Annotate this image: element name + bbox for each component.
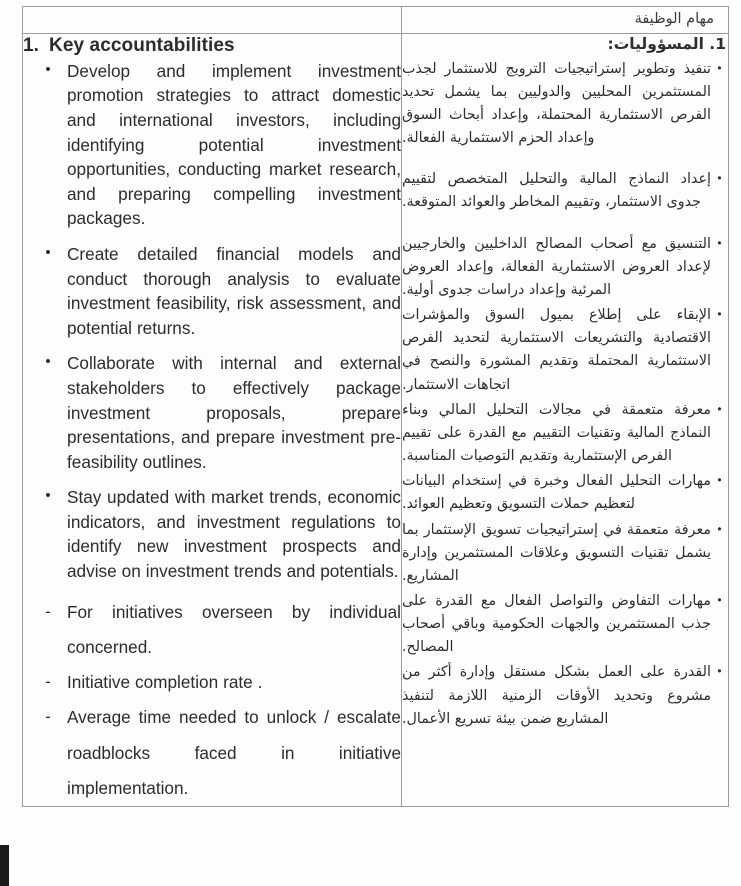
bullet-marker-icon: • <box>717 473 722 488</box>
list-item <box>23 595 401 666</box>
list-item <box>402 168 728 214</box>
list-item-text: معرفة متعمقة في مجالات التحليل المالي وبناء النماذج المالية وتقنيات التقييم مع القدرة على تقييم الفرص الإستثمارية وتقديم التوصيات المناسبة. <box>402 401 711 465</box>
bullet-marker-icon: • <box>717 307 722 322</box>
bullet-marker-icon: • <box>45 60 51 78</box>
list-item-text: For initiatives overseen by individual concerned. <box>67 601 401 657</box>
list-item-text: مهارات التفاوض والتواصل الفعال مع القدرة على جذب المستثمرين والجهات الحكومية وباقي أصحاب المصالح. <box>402 592 711 656</box>
list-item-text: مهارات التحليل الفعال وخبرة في إستخدام البيانات لتعظيم حملات التسويق وتعظيم العوائد. <box>402 473 711 513</box>
list-item-text: Develop and implement investment promotion strategies to attract domestic and international investors, including identifying potential investment opportunities, conducting market research, and preparing compelling investment packages. <box>67 60 401 229</box>
dash-marker-icon: - <box>45 707 51 727</box>
section-title: Key accountabilities <box>49 35 235 56</box>
list-item-text: Stay updated with market trends, economic indicators, and investment regulations to identify new investment prospects and advise on investment trends and potentials. <box>67 487 401 582</box>
list-item-text: إعداد النماذج المالية والتحليل المتخصص لتقييم جدوى الاستثمار، وتقييم المخاطر والعوائد المتوقعة. <box>402 171 711 211</box>
dash-marker-icon: - <box>45 672 51 692</box>
list-item-text: Average time needed to unlock / escalate roadblocks faced in initiative implementation. <box>67 707 401 798</box>
list-item <box>23 485 401 583</box>
arabic-bullet-list <box>402 58 728 731</box>
list-item-text: Initiative completion rate . <box>67 672 263 693</box>
section-heading-english <box>23 35 401 58</box>
bullet-marker-icon: • <box>717 664 722 679</box>
list-item <box>23 665 401 700</box>
job-duties-table <box>22 6 729 807</box>
list-item-text: Collaborate with internal and external stakeholders to effectively package investment proposals, prepare presentations, and prepare investment pre-feasibility outlines. <box>67 353 401 472</box>
list-item <box>23 59 401 231</box>
arabic-content-cell <box>402 34 729 807</box>
list-item <box>402 661 728 730</box>
list-item-text: الإبقاء على إطلاع بميول السوق والمؤشرات الاقتصادية والتشريعات الاستثمارية لتحديد الفرص الاستثمارية المحتملة وتقديم المشورة والنصح في اتجاهات الاستثمار. <box>402 307 711 393</box>
bullet-marker-icon: • <box>45 353 51 371</box>
header-cell-arabic <box>402 7 729 34</box>
list-item-text: القدرة على العمل بشكل مستقل وإدارة أكثر من مشروع وتحديد الأوقات الزمنية اللازمة لتنفيذ المشاريع ضمن بيئة تسريع الأعمال. <box>402 664 711 727</box>
list-item <box>402 58 728 151</box>
list-item <box>23 700 401 806</box>
english-content-cell <box>23 34 402 807</box>
list-item <box>23 351 401 474</box>
bullet-marker-icon: • <box>717 521 722 536</box>
list-item <box>402 470 728 516</box>
header-cell-english <box>23 7 402 34</box>
english-bullet-list <box>23 59 401 806</box>
bullet-marker-icon: • <box>717 592 722 607</box>
bullet-marker-icon: • <box>717 235 722 250</box>
bullet-marker-icon: • <box>717 60 722 75</box>
bullet-marker-icon: • <box>717 171 722 186</box>
list-item <box>402 304 728 397</box>
dash-marker-icon: - <box>45 601 51 621</box>
section-heading-arabic: 1. المسؤوليات: <box>607 35 726 53</box>
list-item-text: معرفة متعمقة في إستراتيجيات تسويق الإستثمار بما يشمل تقنيات التسويق وعلاقات المستثمرين وإدارة المشاريع. <box>402 521 711 584</box>
list-item-text: التنسيق مع أصحاب المصالح الداخليين والخارجيين لإعداد العروض الاستثمارية الفعالة، وإعداد العروض المرئية وإعداد دراسات جدوى أولية. <box>402 235 711 298</box>
list-item <box>402 590 728 659</box>
bullet-marker-icon: • <box>717 401 722 416</box>
list-item-text: تنفيذ وتطوير إستراتيجيات الترويج للاستثمار لجذب المستثمرين المحليين والدوليين بما يشمل تحديد الفرص الاستثمارية المحتملة، وإعداد أبحاث السوق وإعداد الحزم الاستثمارية الفعالة. <box>402 60 711 147</box>
list-item <box>23 242 401 340</box>
list-item-text: Create detailed financial models and conduct thorough analysis to evaluate investment feasibility, risk assessment, and potential returns. <box>67 243 401 338</box>
scan-edge-artifact <box>0 845 9 886</box>
bullet-marker-icon: • <box>45 487 51 505</box>
list-item <box>402 399 728 468</box>
table-body-row <box>23 34 729 807</box>
section-number: 1. <box>23 35 40 56</box>
list-item <box>402 519 728 588</box>
bullet-marker-icon: • <box>45 243 51 261</box>
list-item <box>402 233 728 302</box>
header-title-arabic: مهام الوظيفة <box>634 11 714 27</box>
table-header-row <box>23 7 729 34</box>
